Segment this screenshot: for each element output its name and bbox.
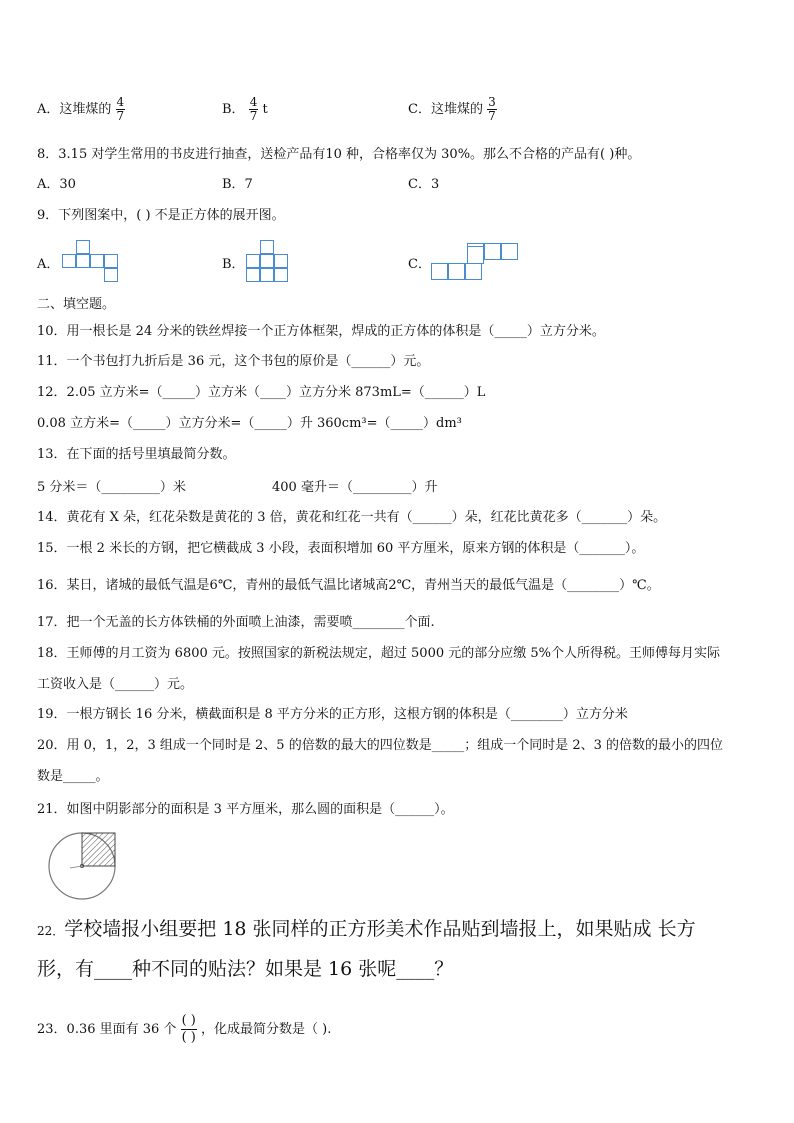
q22-line-2: 形，有____种不同的贴法？如果是 16 张呢____？ [37, 958, 454, 980]
q21-question: 21．如图中阴影部分的面积是 3 平方厘米，那么圆的面积是（______）。 [37, 802, 454, 817]
net-square [104, 268, 118, 282]
q10-question: 10．用一根长是 24 分米的铁丝焊接一个正方体框架，焊成的正方体的体积是（_____）立方分米。 [37, 324, 605, 339]
net-square [76, 240, 90, 254]
q8-option-b: B．7 [222, 177, 253, 192]
fraction-numerator: 4 [116, 95, 125, 109]
net-square [448, 263, 465, 280]
circle-figure [40, 828, 130, 900]
q23-fraction [181, 1013, 197, 1046]
net-square [484, 243, 501, 260]
q13-question: 13．在下面的括号里填最简分数。 [37, 447, 236, 462]
net-square [90, 254, 104, 268]
q8-option-a: A．30 [37, 177, 76, 192]
q18-line-1: 18．王师傅的月工资为 6800 元。按照国家的新税法规定，超过 5000 元的部分应缴 5%个人所得税。王师傅每月实际 [37, 646, 720, 661]
q20-line-1: 20．用 0，1，2，3 组成一个同时是 2、5 的倍数的最大的四位数是_____；组成一个同时是 2、3 的倍数的最小的四位 [37, 738, 724, 753]
q17-question: 17．把一个无盖的长方体铁桶的外面喷上油漆，需要喷________个面. [37, 615, 435, 630]
net-square [62, 254, 76, 268]
q9-option-c-label: C． [408, 257, 431, 272]
fraction-numerator: ( ) [181, 1013, 196, 1028]
net-square [465, 263, 482, 280]
fraction-denominator: 7 [488, 109, 496, 123]
q23-suffix: ，化成最简分数是（ ). [201, 1022, 332, 1037]
q9-question: 9．下列图案中，( ) 不是正方体的展开图。 [37, 208, 285, 223]
section-heading: 二、填空题。 [37, 297, 116, 312]
net-square [104, 254, 118, 268]
q20-line-2: 数是_____。 [37, 769, 109, 784]
q7-option-a-fraction [116, 96, 126, 123]
q22-number: 22． [37, 924, 65, 938]
q22-text-line-1: 学校墙报小组要把 18 张同样的正方形美术作品贴到墙报上，如果贴成 长方 [64, 918, 696, 940]
fraction-numerator: 3 [488, 95, 496, 109]
fraction-numerator: 4 [249, 95, 258, 109]
q13-blank-a: 5 分米＝（_________）米 [37, 480, 186, 495]
net-square [260, 240, 274, 254]
fraction-denominator: 7 [116, 109, 125, 123]
net-square [501, 243, 518, 260]
q8-question: 8．3.15 对学生常用的书皮进行抽查，送检产品有10 种，合格率仅为 30%。那么不合格的产品有( )种。 [37, 147, 641, 162]
q18-line-2: 工资收入是（______）元。 [37, 677, 194, 692]
q9-option-a-label: A． [37, 257, 60, 272]
net-square [246, 268, 260, 282]
q7-option-b-fraction [249, 96, 259, 123]
q7-option-c [408, 96, 497, 123]
net-square [467, 246, 484, 264]
fraction-denominator: 7 [249, 109, 258, 123]
q19-question: 19．一根方钢长 16 分米，横截面积是 8 平方分米的正方形，这根方钢的体积是（________）立方分米 [37, 707, 628, 722]
q7-option-c-fraction [487, 96, 497, 123]
q7-option-b [222, 96, 268, 123]
q7-option-a-text: A．这堆煤的 [37, 102, 112, 117]
net-square [274, 254, 288, 268]
q13-blank-b: 400 毫升＝（_________）升 [272, 480, 438, 495]
net-square [274, 268, 288, 282]
q12-line-2: 0.08 立方米=（_____）立方分米=（_____）升 360cm³=（_____）dm³ [37, 416, 462, 431]
net-square [246, 254, 260, 268]
net-square [260, 268, 274, 282]
q12-line-1: 12．2.05 立方米=（_____）立方米（____）立方分米 873mL=（______）L [37, 385, 486, 400]
q16-question: 16．某日，诸城的最低气温是6℃，青州的最低气温比诸城高2℃，青州当天的最低气温是（________）℃。 [37, 578, 660, 593]
q8-option-c: C．3 [408, 177, 440, 192]
q9-option-b-label: B． [222, 257, 245, 272]
q23-prefix: 23．0.36 里面有 36 个 [37, 1022, 177, 1037]
q7-option-b-unit: t [262, 102, 268, 117]
q23-question [37, 1013, 331, 1046]
q22-line-1 [37, 914, 696, 946]
q7-option-c-text: C．这堆煤的 [408, 102, 483, 117]
q14-question: 14．黄花有 X 朵，红花朵数是黄花的 3 倍，黄花和红花一共有（______）朵，红花比黄花多（_______）朵。 [37, 510, 667, 525]
q7-option-b-text: B． [222, 102, 245, 117]
q7-option-a [37, 96, 125, 123]
fraction-denominator: ( ) [181, 1030, 196, 1045]
net-square [260, 254, 274, 268]
net-square [431, 263, 448, 280]
q15-question: 15．一根 2 米长的方钢，把它横截成 3 小段，表面积增加 60 平方厘米，原来方钢的体积是（_______）。 [37, 541, 645, 556]
q11-question: 11．一个书包打九折后是 36 元，这个书包的原价是（______）元。 [37, 354, 430, 369]
net-square [76, 254, 90, 268]
